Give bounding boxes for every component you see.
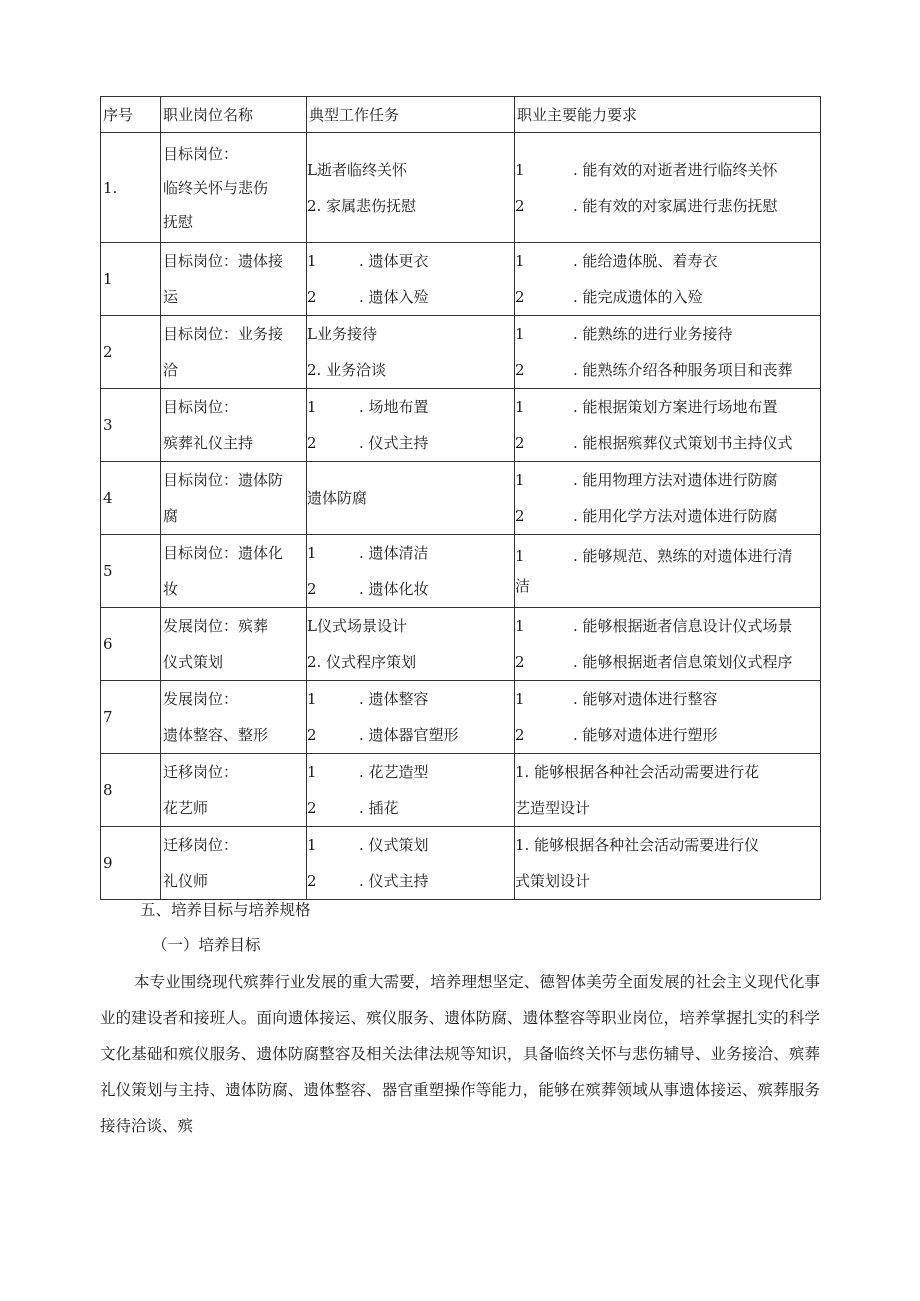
ability-item: 2 . 能够根据逝者信息策划仪式程序	[515, 653, 793, 671]
ability-item: 1. 能够根据各种社会活动需要进行花	[515, 763, 760, 781]
task-item: 2 . 仪式主持	[307, 872, 429, 890]
table-row	[101, 754, 821, 827]
table-row	[101, 316, 821, 389]
tasks-cell	[307, 389, 515, 462]
task-item: 1 . 遗体更衣	[307, 252, 429, 270]
ability-item: 2 . 能根据殡葬仪式策划书主持仪式	[515, 434, 793, 452]
abilities-cell	[515, 535, 821, 608]
ability-item: 2 . 能完成遗体的入殓	[515, 288, 703, 306]
table-row	[101, 535, 821, 608]
position-cell: 目标岗位：遗体接 运	[161, 243, 307, 316]
tasks-cell	[307, 754, 515, 827]
ability-item: 1 . 能根据策划方案进行场地布置	[515, 398, 778, 416]
seq-cell: 9	[101, 827, 161, 900]
tasks-cell	[307, 827, 515, 900]
abilities-cell	[515, 462, 821, 535]
task-item: 2 . 遗体化妆	[307, 580, 429, 598]
task-item: 遗体防腐	[307, 489, 368, 507]
tasks-cell	[307, 133, 515, 243]
abilities-cell	[515, 133, 821, 243]
seq-cell: 2	[101, 316, 161, 389]
ability-item: 1 . 能用物理方法对遗体进行防腐	[515, 471, 778, 489]
goal-paragraph: 本专业围绕现代殡葬行业发展的重大需要，培养理想坚定、德智体美劳全面发展的社会主义现代化事业的建设者和接班人。面向遗体接运、殡仪服务、遗体防腐、遗体整容等职业岗位，培养掌握扎实的科学文化基础和殡仪服务、遗体防腐整容及相关法律法规等知识，具备临终关怀与悲伤辅导、业务接洽、殡葬礼仪策划与主持、遗体防腐、遗体整容、器官重塑操作等能力，能够在殡葬领域从事遗体接运、殡葬服务接待洽谈、殡	[100, 973, 820, 1135]
ability-item: 艺造型设计	[515, 799, 591, 817]
ability-item: 式策划设计	[515, 872, 591, 890]
seq-cell: 5	[101, 535, 161, 608]
seq-cell: 8	[101, 754, 161, 827]
table-row	[101, 827, 821, 900]
header-position: 职业岗位名称	[161, 97, 307, 133]
ability-item: 1 . 能熟练的进行业务接待	[515, 325, 733, 343]
section-subtitle: （一）培养目标	[152, 936, 261, 954]
table-row	[101, 243, 821, 316]
seq-cell: 1	[101, 243, 161, 316]
task-item: 1 . 仪式策划	[307, 836, 429, 854]
ability-item: 1 . 能够对遗体进行整容	[515, 690, 718, 708]
position-cell: 发展岗位： 遗体整容、整形	[161, 681, 307, 754]
ability-item: 洁	[515, 577, 531, 595]
task-item: 1 . 遗体整容	[307, 690, 429, 708]
task-item: L仪式场景设计	[307, 617, 407, 635]
task-item: 1 . 花艺造型	[307, 763, 429, 781]
task-item: 1 . 遗体清洁	[307, 544, 429, 562]
table-row	[101, 133, 821, 243]
seq-cell: 7	[101, 681, 161, 754]
tasks-cell	[307, 535, 515, 608]
table-row	[101, 389, 821, 462]
table-header-row	[101, 97, 821, 133]
task-item: 1 . 场地布置	[307, 398, 429, 416]
ability-item: 1 . 能有效的对逝者进行临终关怀	[515, 160, 778, 179]
seq-cell: 4	[101, 462, 161, 535]
abilities-cell	[515, 243, 821, 316]
abilities-cell	[515, 681, 821, 754]
task-item: 2 . 插花	[307, 799, 399, 817]
ability-item: 1 . 能够规范、熟练的对遗体进行清	[515, 547, 793, 565]
section-title: 五、培养目标与培养规格	[140, 901, 311, 919]
abilities-cell	[515, 754, 821, 827]
task-item: 2 . 遗体入殓	[307, 288, 429, 306]
position-cell: 目标岗位：遗体化 妆	[161, 535, 307, 608]
position-cell: 迁移岗位： 花艺师	[161, 754, 307, 827]
task-item: L业务接待	[307, 325, 377, 343]
ability-item: 1 . 能给遗体脱、着寿衣	[515, 252, 718, 270]
ability-item: 2 . 能够对遗体进行塑形	[515, 726, 718, 744]
task-item: 2. 仪式程序策划	[307, 653, 417, 671]
tasks-cell	[307, 681, 515, 754]
position-cell: 目标岗位：遗体防 腐	[161, 462, 307, 535]
position-cell: 发展岗位：殡葬 仪式策划	[161, 608, 307, 681]
seq-cell: 1.	[101, 133, 161, 243]
ability-item: 1 . 能够根据逝者信息设计仪式场景	[515, 617, 793, 635]
tasks-cell	[307, 243, 515, 316]
position-cell: 目标岗位： 殡葬礼仪主持	[161, 389, 307, 462]
abilities-cell	[515, 316, 821, 389]
abilities-cell	[515, 389, 821, 462]
seq-cell: 6	[101, 608, 161, 681]
abilities-cell	[515, 608, 821, 681]
position-cell: 目标岗位： 临终关怀与悲伤 抚慰	[161, 133, 307, 243]
ability-item: 1. 能够根据各种社会活动需要进行仪	[515, 836, 760, 854]
tasks-cell	[307, 608, 515, 681]
occupation-table	[100, 96, 821, 900]
position-cell: 迁移岗位： 礼仪师	[161, 827, 307, 900]
position-cell: 目标岗位：业务接 洽	[161, 316, 307, 389]
ability-item: 2 . 能有效的对家属进行悲伤抚慰	[515, 196, 778, 215]
task-item: 2 . 遗体器官塑形	[307, 726, 459, 744]
task-item: L逝者临终关怀	[307, 160, 407, 179]
task-item: 2. 业务洽谈	[307, 361, 387, 379]
ability-item: 2 . 能用化学方法对遗体进行防腐	[515, 507, 778, 525]
seq-cell: 3	[101, 389, 161, 462]
task-item: 2 . 仪式主持	[307, 434, 429, 452]
table-body	[101, 133, 821, 900]
header-seq: 序号	[101, 97, 161, 133]
header-abilities: 职业主要能力要求	[515, 97, 821, 133]
abilities-cell	[515, 827, 821, 900]
table-row	[101, 681, 821, 754]
table-row	[101, 462, 821, 535]
table-row	[101, 608, 821, 681]
header-tasks: 典型工作任务	[307, 97, 515, 133]
tasks-cell	[307, 316, 515, 389]
tasks-cell	[307, 462, 515, 535]
task-item: 2. 家属悲伤抚慰	[307, 196, 417, 215]
ability-item: 2 . 能熟练介绍各种服务项目和丧葬	[515, 361, 793, 379]
